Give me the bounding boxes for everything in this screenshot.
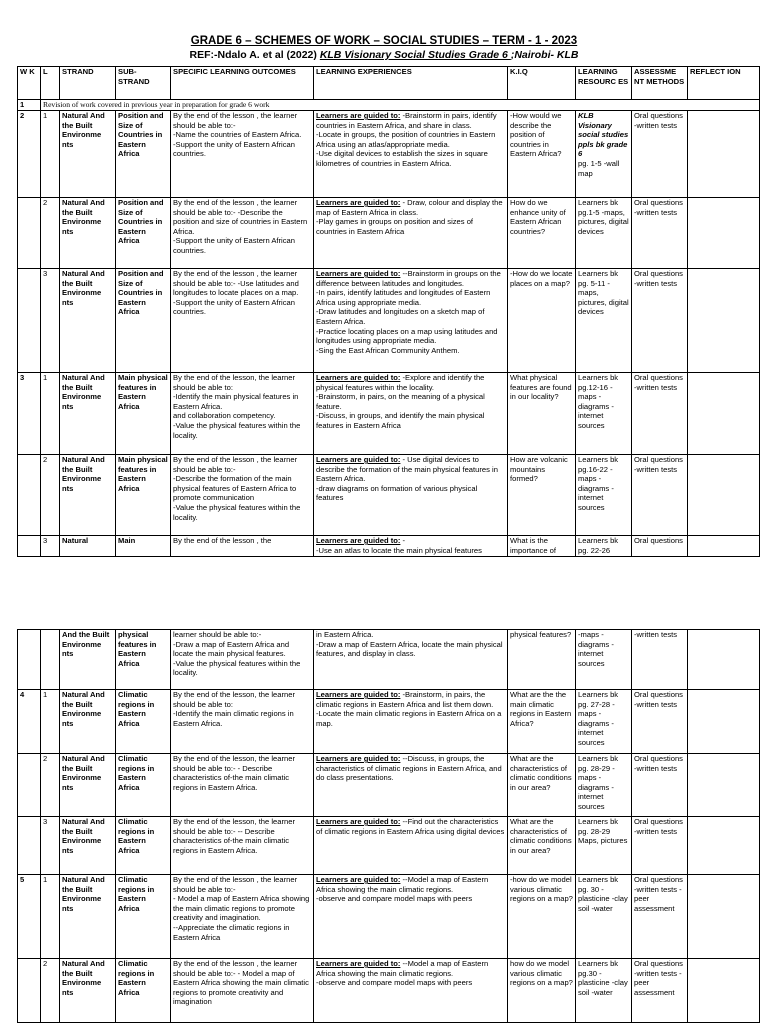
learning-outcomes-cell: [171, 111, 314, 198]
outcome-item: -Support the unity of Eastern African countries.: [173, 139, 295, 159]
table-row: [18, 630, 760, 690]
document-title: GRADE 6 – SCHEMES OF WORK – SOCIAL STUDIES – TERM - 1 - 2023: [190, 35, 578, 47]
kiq-cell: How are volcanic mountains formed?: [508, 455, 576, 536]
resource-items: Learners bk pg. 30 -plasticine -clay soil -water: [578, 875, 628, 913]
experience-item: Learners are guided to: --Brainstorm in groups on the difference between latitudes and longitudes.: [316, 269, 501, 288]
strand-cell: Natural And the Built Environme nts: [60, 875, 116, 959]
table-row: [18, 817, 760, 875]
schemes-table-part-2: [17, 629, 760, 1023]
assessment-cell: Oral questions -written tests: [632, 198, 688, 269]
week-cell: [18, 269, 41, 373]
experience-item: Learners are guided to: --Model a map of Eastern Africa showing the main climatic regions.: [316, 959, 489, 978]
outcome-item: learner should be able to:-: [173, 630, 262, 639]
reflection-cell: [688, 111, 760, 198]
experience-item: Learners are guided to: -Explore and identify the physical features within the locality.: [316, 373, 485, 392]
assessment-cell: Oral questions -written tests: [632, 111, 688, 198]
reflection-cell: [688, 455, 760, 536]
outcome-item: By the end of the lesson , the learner should be able to:- -Use latitudes and longitudes to locate places on a map.: [173, 269, 299, 298]
outcome-item: --Appreciate the climatic regions in Eastern Africa: [173, 922, 290, 942]
sub-strand-cell: Climatic regions in Eastern Africa: [116, 690, 171, 754]
reference-publisher: ;Nairobi- KLB: [510, 49, 579, 61]
experience-heading: Learners are guided to:: [316, 198, 401, 207]
experience-item: -observe and compare model maps with peers: [316, 894, 473, 904]
lesson-cell: 1: [41, 875, 60, 959]
kiq-cell: how do we model various climatic regions on a map?: [508, 959, 576, 1023]
resource-items: Learners bk pg.12-16 -maps -diagrams -internet sources: [578, 373, 619, 430]
outcome-item: By the end of the lesson , the learner should be able to:-: [173, 875, 298, 894]
lesson-cell: [41, 630, 60, 690]
outcome-item: By the end of the lesson, the learner should be able to:- - Describe characteristics of-the main climatic regions in Eastern Africa.: [173, 754, 296, 792]
col-header-reflection: REFLECT ION: [688, 67, 760, 100]
lesson-cell: 3: [41, 817, 60, 875]
resources-cell: [576, 817, 632, 875]
kiq-cell: What physical features are found in our locality?: [508, 373, 576, 455]
reflection-cell: [688, 630, 760, 690]
lesson-cell: 3: [41, 269, 60, 373]
kiq-cell: How do we enhance unity of Eastern African countries?: [508, 198, 576, 269]
experience-item: -observe and compare model maps with peers: [316, 978, 473, 988]
table-header-row: [18, 67, 760, 100]
assessment-cell: Oral questions -written tests: [632, 455, 688, 536]
resources-cell: [576, 690, 632, 754]
experience-heading: Learners are guided to:: [316, 875, 401, 884]
outcome-item: -Identify the main climatic regions in Eastern Africa.: [173, 709, 294, 728]
lesson-cell: 2: [41, 754, 60, 817]
strand-cell: Natural And the Built Environme nts: [60, 269, 116, 373]
revision-text: Revision of work covered in previous year in preparation for grade 6 work: [41, 100, 760, 111]
week-cell: 5: [18, 875, 41, 959]
strand-cell: Natural And the Built Environme nts: [60, 754, 116, 817]
strand-cell: Natural And the Built Environme nts: [60, 111, 116, 198]
col-header-learning-outcomes: SPECIFIC LEARNING OUTCOMES: [171, 67, 314, 100]
strand-cell: Natural And the Built Environme nts: [60, 455, 116, 536]
week-cell: [18, 198, 41, 269]
table-row: [18, 536, 760, 557]
learning-experiences-cell: [314, 690, 508, 754]
strand-cell: Natural And the Built Environme nts: [60, 198, 116, 269]
revision-week: 1: [18, 100, 41, 111]
kiq-cell: -how do we model various climatic regions on a map?: [508, 875, 576, 959]
reference-line: [0, 49, 768, 62]
revision-row: [18, 100, 760, 111]
col-header-kiq: K.I.Q: [508, 67, 576, 100]
resource-book: KLB Visionary social studies ppls bk grade 6: [578, 111, 629, 159]
assessment-cell: Oral questions: [632, 536, 688, 557]
resources-cell: [576, 455, 632, 536]
sub-strand-cell: Position and Size of Countries in Eastern Africa: [116, 198, 171, 269]
sub-strand-cell: Climatic regions in Eastern Africa: [116, 875, 171, 959]
sub-strand-cell: Main physical features in Eastern Africa: [116, 455, 171, 536]
outcome-item: - Model a map of Eastern Africa showing the main climatic regions to promote creativity and imagination.: [173, 894, 310, 923]
learning-experiences-cell: [314, 455, 508, 536]
resource-items: Learners bk pg.16-22 -maps -diagrams -internet sources: [578, 455, 619, 512]
strand-cell: Natural: [60, 536, 116, 557]
resources-cell: [576, 373, 632, 455]
week-cell: 3: [18, 373, 41, 455]
strand-cell: Natural And the Built Environme nts: [60, 373, 116, 455]
reflection-cell: [688, 690, 760, 754]
schemes-table-part-1: [17, 66, 760, 557]
reflection-cell: [688, 269, 760, 373]
learning-outcomes-cell: [171, 630, 314, 690]
learning-experiences-cell: [314, 817, 508, 875]
learning-experiences-cell: [314, 111, 508, 198]
col-header-lesson: L: [41, 67, 60, 100]
resources-cell: [576, 630, 632, 690]
resource-items: -maps -diagrams -internet sources: [578, 630, 614, 668]
experience-heading: Learners are guided to:: [316, 754, 401, 763]
col-header-sub-strand: SUB-STRAND: [116, 67, 171, 100]
experience-item: Learners are guided to: -Brainstorm, in pairs, the climatic regions in Eastern Africa and list them down.: [316, 690, 494, 709]
experience-item: -Draw latitudes and longitudes on a sketch map of Eastern Africa.: [316, 307, 485, 326]
kiq-cell: What are the the main climatic regions in Eastern Africa?: [508, 690, 576, 754]
experience-item: Learners are guided to: --Discuss, in groups, the characteristics of climatic regions in Eastern Africa, and do class presentations.: [316, 754, 502, 783]
experience-heading: Learners are guided to:: [316, 269, 401, 278]
experience-item: -draw diagrams on formation of various physical features: [316, 483, 478, 503]
learning-experiences-cell: [314, 630, 508, 690]
learning-outcomes-cell: [171, 269, 314, 373]
learning-experiences-cell: [314, 959, 508, 1023]
reflection-cell: [688, 817, 760, 875]
col-header-assessment: ASSESSME NT METHODS: [632, 67, 688, 100]
outcome-item: By the end of the lesson , the learner should be able to:- - Model a map of Eastern Africa showing the main climatic regions to promote creativity and imagination: [173, 959, 309, 1007]
outcome-item: By the end of the lesson , the learner should be able to:-: [173, 111, 298, 130]
experience-heading: Learners are guided to:: [316, 111, 401, 120]
assessment-cell: Oral questions -written tests: [632, 817, 688, 875]
table-row: [18, 959, 760, 1023]
week-cell: [18, 536, 41, 557]
experience-item: -Sing the East African Community Anthem.: [316, 345, 460, 355]
assessment-cell: Oral questions -written tests: [632, 690, 688, 754]
lesson-cell: 2: [41, 959, 60, 1023]
outcome-item: -Support the unity of Eastern African countries.: [173, 236, 295, 255]
experience-item: -Play games in groups on position and sizes of countries in Eastern Africa: [316, 217, 474, 236]
week-cell: [18, 630, 41, 690]
learning-experiences-cell: [314, 373, 508, 455]
week-cell: 4: [18, 690, 41, 754]
week-cell: [18, 455, 41, 536]
week-cell: [18, 817, 41, 875]
learning-outcomes-cell: [171, 373, 314, 455]
resource-items: Learners bk pg. 22-26: [578, 536, 619, 555]
outcome-item: and collaboration competency.: [173, 411, 276, 421]
learning-outcomes-cell: [171, 754, 314, 817]
reference-book-title: KLB Visionary Social Studies Grade 6: [319, 49, 511, 61]
table-row: [18, 754, 760, 817]
strand-cell: Natural And the Built Environme nts: [60, 690, 116, 754]
learning-outcomes-cell: [171, 959, 314, 1023]
resource-items: Learners bk pg. 5-11 -maps, pictures, digital devices: [578, 269, 629, 317]
lesson-cell: 1: [41, 111, 60, 198]
week-cell: [18, 959, 41, 1023]
outcome-item: -Value the physical features within the locality.: [173, 420, 301, 440]
outcome-item: -Draw a map of Eastern Africa and locate the main physical features.: [173, 639, 290, 659]
reflection-cell: [688, 198, 760, 269]
experience-item: -Locate the main climatic regions in Eastern Africa on a map.: [316, 709, 502, 728]
learning-outcomes-cell: [171, 536, 314, 557]
table-row: [18, 875, 760, 959]
experience-heading: Learners are guided to:: [316, 373, 401, 382]
week-cell: [18, 754, 41, 817]
learning-outcomes-cell: [171, 875, 314, 959]
outcome-item: By the end of the lesson , the learner should be able to:- -Describe the position and size of countries in Eastern Africa.: [173, 198, 308, 236]
resource-items: pg. 1-5 -wall map: [578, 158, 620, 178]
experience-item: -Discuss, in groups, and identify the main physical features in Eastern Africa: [316, 411, 485, 430]
reflection-cell: [688, 959, 760, 1023]
week-cell: 2: [18, 111, 41, 198]
lesson-cell: 3: [41, 536, 60, 557]
experience-item: Learners are guided to: -Brainstorm in pairs, identify countries in Eastern Africa, and share in class.: [316, 111, 497, 130]
assessment-cell: Oral questions -written tests -peer assessment: [632, 875, 688, 959]
assessment-cell: -written tests: [632, 630, 688, 690]
table-row: [18, 111, 760, 198]
resource-items: Learners bk pg.1-5 -maps, pictures, digital devices: [578, 198, 629, 236]
outcome-item: By the end of the lesson , the: [173, 536, 272, 545]
experience-item: -Draw a map of Eastern Africa, locate the main physical features, and display in class.: [316, 639, 503, 659]
table-row: [18, 269, 760, 373]
kiq-cell: What is the importance of: [508, 536, 576, 557]
resources-cell: [576, 536, 632, 557]
lesson-cell: 2: [41, 455, 60, 536]
learning-outcomes-cell: [171, 198, 314, 269]
sub-strand-cell: Main: [116, 536, 171, 557]
kiq-cell: physical features?: [508, 630, 576, 690]
experience-item: -In pairs, identify latitudes and longitudes of Eastern Africa using appropriate media.: [316, 288, 491, 307]
table-row: [18, 690, 760, 754]
col-header-week: W K: [18, 67, 41, 100]
resource-items: Learners bk pg.30 -plasticine -clay soil -water: [578, 959, 628, 997]
experience-heading: Learners are guided to:: [316, 690, 401, 699]
kiq-cell: What are the characteristics of climatic conditions in our area?: [508, 754, 576, 817]
resources-cell: [576, 198, 632, 269]
resources-cell: [576, 111, 632, 198]
kiq-cell: What are the characteristics of climatic conditions in our area?: [508, 817, 576, 875]
experience-item: -Practice locating places on a map using latitudes and longitudes using appropriate media.: [316, 326, 498, 346]
assessment-cell: Oral questions -written tests -peer assessment: [632, 959, 688, 1023]
resources-cell: [576, 959, 632, 1023]
strand-cell: Natural And the Built Environme nts: [60, 959, 116, 1023]
sub-strand-cell: Position and Size of Countries in Eastern Africa: [116, 269, 171, 373]
experience-item: Learners are guided to: - Draw, colour and display the map of Eastern Africa in class.: [316, 198, 503, 217]
learning-experiences-cell: [314, 536, 508, 557]
experience-item: Learners are guided to: --Find out the characteristics of climatic regions in Eastern Africa using digital devices: [316, 817, 505, 836]
reflection-cell: [688, 373, 760, 455]
experience-item: -Brainstorm, in pairs, on the meaning of a physical feature.: [316, 392, 485, 411]
outcome-item: -Identify the main physical features in Eastern Africa.: [173, 392, 299, 411]
outcome-item: By the end of the lesson, the learner should be able to:: [173, 373, 296, 392]
outcome-item: -Support the unity of Eastern African countries.: [173, 297, 295, 317]
experience-item: in Eastern Africa.: [316, 630, 374, 639]
lesson-cell: 1: [41, 373, 60, 455]
resources-cell: [576, 269, 632, 373]
outcome-item: -Name the countries of Eastern Africa.: [173, 130, 302, 140]
resources-cell: [576, 875, 632, 959]
experience-item: -Use digital devices to establish the sizes in square kilometres of countries in Eastern Africa.: [316, 149, 488, 168]
experience-heading: Learners are guided to:: [316, 455, 401, 464]
experience-heading: Learners are guided to:: [316, 959, 401, 968]
experience-item: -Locate in groups, the position of countries in Eastern Africa using an atlas/appropriate media.: [316, 130, 496, 149]
kiq-cell: -How do we locate places on a map?: [508, 269, 576, 373]
outcome-item: -Describe the formation of the main physical features of Eastern Africa to promote communication: [173, 474, 297, 503]
strand-cell: Natural And the Built Environme nts: [60, 817, 116, 875]
learning-experiences-cell: [314, 754, 508, 817]
reflection-cell: [688, 754, 760, 817]
assessment-cell: Oral questions -written tests: [632, 373, 688, 455]
strand-cell: And the Built Environme nts: [60, 630, 116, 690]
col-header-learning-experiences: LEARNING EXPERIENCES: [314, 67, 508, 100]
learning-experiences-cell: [314, 198, 508, 269]
sub-strand-cell: Climatic regions in Eastern Africa: [116, 817, 171, 875]
experience-heading: Learners are guided to:: [316, 536, 401, 545]
sub-strand-cell: Main physical features in Eastern Africa: [116, 373, 171, 455]
learning-outcomes-cell: [171, 817, 314, 875]
outcome-item: By the end of the lesson, the learner should be able to:: [173, 690, 296, 709]
sub-strand-cell: Climatic regions in Eastern Africa: [116, 754, 171, 817]
assessment-cell: Oral questions -written tests: [632, 269, 688, 373]
resource-items: Learners bk pg. 27-28 -maps -diagrams -internet sources: [578, 690, 619, 747]
assessment-cell: Oral questions -written tests: [632, 754, 688, 817]
learning-outcomes-cell: [171, 455, 314, 536]
learning-experiences-cell: [314, 875, 508, 959]
outcome-item: By the end of the lesson , the learner should be able to:-: [173, 455, 298, 474]
kiq-cell: -How would we describe the position of countries in Eastern Africa?: [508, 111, 576, 198]
outcome-item: -Value the physical features within the locality.: [173, 502, 301, 522]
learning-outcomes-cell: [171, 690, 314, 754]
experience-item: Learners are guided to: --Model a map of Eastern Africa showing the main climatic regions.: [316, 875, 489, 894]
sub-strand-cell: Position and Size of Countries in Eastern Africa: [116, 111, 171, 198]
reflection-cell: [688, 875, 760, 959]
outcome-item: -Value the physical features within the locality.: [173, 658, 301, 678]
learning-experiences-cell: [314, 269, 508, 373]
resources-cell: [576, 754, 632, 817]
reference-prefix: REF:-Ndalo A. et al (2022): [189, 49, 320, 61]
table-row: [18, 198, 760, 269]
lesson-cell: 1: [41, 690, 60, 754]
resource-items: Learners bk pg. 28-29 -maps -diagrams -internet sources: [578, 754, 619, 811]
sub-strand-cell: physical features in Eastern Africa: [116, 630, 171, 690]
lesson-cell: 2: [41, 198, 60, 269]
resource-items: Learners bk pg. 28-29 Maps, pictures: [578, 817, 628, 846]
table-row: [18, 455, 760, 536]
document-header: [0, 34, 768, 62]
reflection-cell: [688, 536, 760, 557]
outcome-item: By the end of the lesson, the learner should be able to:- -- Describe characteristics of-the main climatic regions in Eastern Africa.: [173, 817, 296, 855]
experience-heading: Learners are guided to:: [316, 817, 401, 826]
experience-item: Learners are guided to: - Use digital devices to describe the formation of the main physical features in Eastern Africa.: [316, 455, 498, 484]
sub-strand-cell: Climatic regions in Eastern Africa: [116, 959, 171, 1023]
col-header-strand: STRAND: [60, 67, 116, 100]
col-header-resources: LEARNING RESOURC ES: [576, 67, 632, 100]
experience-item: Learners are guided to: -: [316, 536, 406, 545]
experience-item: -Use an atlas to locate the main physical features: [316, 545, 482, 555]
table-row: [18, 373, 760, 455]
